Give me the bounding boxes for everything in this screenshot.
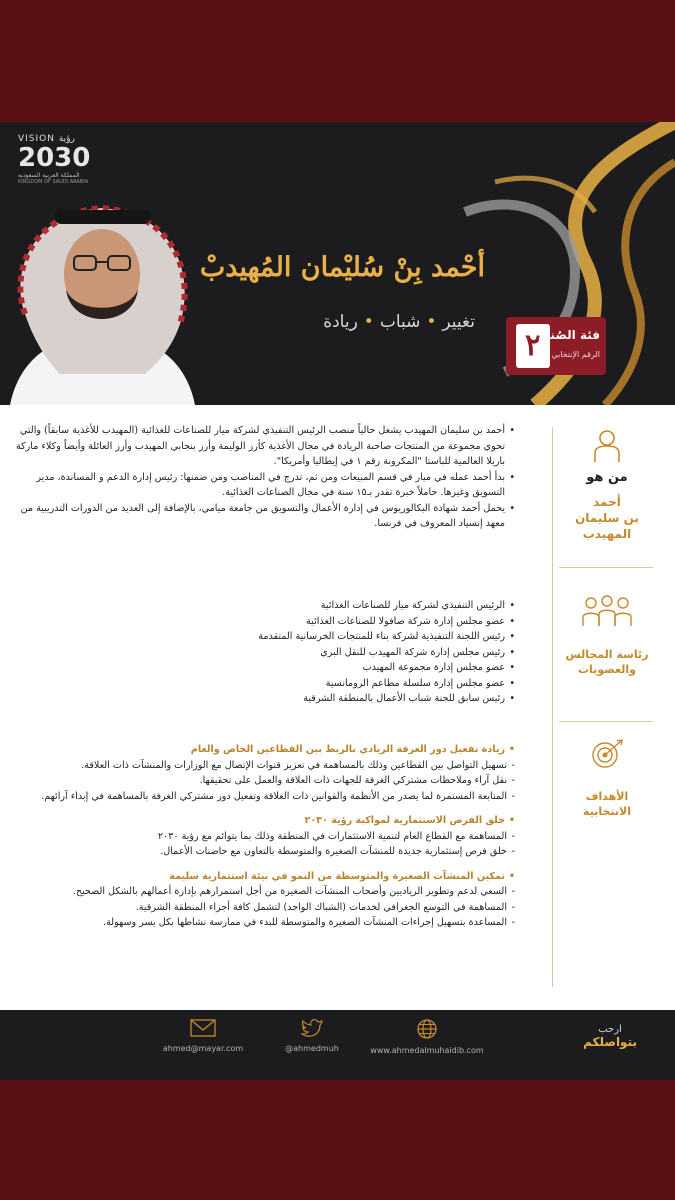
candidate-portrait [0, 194, 205, 405]
twitter-link[interactable] [272, 1018, 352, 1053]
board-membership-item: • رئيس سابق للجنة شباب الأعمال بالمنطقة الشرقية [15, 691, 515, 707]
vision-2030-logo [18, 134, 108, 185]
goal-group-title: • زيادة تفعيل دور الغرفة الريادي بالربط بين القطاعين الخاص والعام [15, 742, 515, 758]
sidebar-separator [559, 721, 653, 722]
footer-contact-bar [0, 1010, 675, 1080]
boards-section [15, 598, 515, 707]
who-heading: من هو [586, 470, 628, 485]
envelope-icon [190, 1018, 216, 1038]
goal-item: - نقل آراء وملاحظات مشتركي الغرفة للجهات ذات العلاقة والعمل على تحقيقها. [15, 773, 515, 789]
goal-item: - خلق فرص إستثمارية جديدة للمنشآت الصغيرة والمتوسطة بالتعاون مع حاضنات الأعمال. [15, 844, 515, 860]
globe-icon [416, 1018, 438, 1040]
sidebar-separator [559, 567, 653, 568]
who-name-line: أحمد [593, 495, 621, 509]
candidate-number: ٢ [516, 324, 550, 368]
sidebar-divider [552, 427, 553, 987]
welcome-message [583, 1024, 637, 1049]
board-membership-item: • رئيس مجلس إدارة شركة المهيدب للنقل البري [15, 645, 515, 661]
candidate-name: أحْمد بِنْ سُليْمان المُهيدبْ [199, 252, 485, 283]
vision-country-ar: المملكة العربية السعودية [18, 172, 80, 179]
email-text: ahmed@mayar.com [162, 1044, 244, 1053]
tagline-dot: • [426, 312, 437, 332]
tagline-dot: • [363, 312, 374, 332]
vision-label: VISION رؤية [18, 134, 75, 144]
group-icon [581, 595, 633, 627]
who-section [15, 423, 515, 532]
goal-item: - تسهيل التواصل بين القطاعين وذلك بالمساهمة في تعزيز قنوات الإتصال مع الوزارات والمنشآت ذات العلاقة. [15, 758, 515, 774]
boards-heading-line: رئاسة المجالس [565, 648, 649, 661]
bottom-frame-band [0, 1080, 675, 1200]
website-text: www.ahmedalmuhaidib.com [370, 1046, 484, 1055]
sidebar-goals [561, 739, 653, 819]
goal-item: - السعي لدعم وتطوير الرياديين وأصحاب المنشآت الصغيرة من أجل استمرارهم بإدارة أعمالهم بالشكل الصحيح. [15, 884, 515, 900]
twitter-icon [301, 1018, 323, 1038]
goals-section [15, 742, 515, 931]
who-bullet: • بدأ أحمد عمله في ميار في قسم المبيعات ومن ثم، تدرج في المناصب ومن ضمنها: رئيس إدارة الدعم و المساندة، مدير التسويق وغيرها. حاملاً خبرة تقدر بـ١٥ سنة في مجال الصناعات الغذائية. [15, 470, 515, 501]
goals-heading-line: الانتخابية [583, 805, 631, 818]
board-membership-item: • رئيس اللجنة التنفيذية لشركة بناء للمنتجات الخرسانية المتقدمة [15, 629, 515, 645]
who-bullet: • يحمل أحمد شهادة البكالوريوس في إدارة الأعمال والتسويق من جامعة ميامي، بالإضافة إلى العديد من الدورات التدريبية من معهد إنسياد المعروف في فرنسا. [15, 501, 515, 532]
twitter-text: @ahmedmuh [285, 1044, 339, 1053]
tagline-word-1: تغيير [442, 312, 475, 332]
goals-heading-line: الأهداف [585, 790, 629, 803]
who-name-line: بن سليمان [575, 511, 639, 525]
welcome-line-1: ارحب [598, 1024, 622, 1035]
goal-item: - المساهمة في التوسع الجغرافي لخدمات (الشباك الواحد) لتشمل كافة أجزاء المنطقة الشرقية. [15, 900, 515, 916]
category-badge [506, 317, 606, 375]
top-frame-band [0, 0, 675, 122]
tagline-word-3: ريادة [323, 312, 358, 332]
email-link[interactable] [160, 1018, 246, 1053]
who-bullet: • أحمد بن سليمان المهيدب يشغل حالياً منصب الرئيس التنفيذي لشركة ميار للصناعات للغذائية (المهيدب للأغذية سابقاً) والتي تحوي مجموعة من المنتجات صاحبة الريادة في مجال الأغذية كأرز الوليمة وأرز بنجابي المهيدب وأرز العائلة وأيضاً وكلاء ماركة باريلا العالمية للباستا "المكرونة رقم ١ في إيطاليا وأمريكا". [15, 423, 515, 470]
person-icon [592, 429, 622, 463]
board-membership-item: • الرئيس التنفيذي لشركة ميار للصناعات الغذائية [15, 598, 515, 614]
category-title: فئة الصُناع [537, 328, 600, 342]
vision-year: 2030 [18, 143, 91, 173]
goal-group-title: • خلق الفرص الاستثمارية لمواكبة رؤية ٢٠٣٠ [15, 813, 515, 829]
goal-item: - المساعدة بتسهيل إجراءات المنشآت الصغيرة والمتوسطة للبدء في ممارسة نشاطها بكل يسر وسهولة. [15, 915, 515, 931]
board-membership-item: • عضو مجلس إدارة سلسلة مطاعم الرومانسية [15, 676, 515, 692]
campaign-tagline [323, 312, 475, 332]
who-name-line: المهيدب [582, 527, 632, 541]
welcome-line-2: بتواصلكم [583, 1035, 637, 1049]
goal-item: - المتابعة المستمرة لما يصدر من الأنظمة والقوانين ذات العلاقة وتفعيل دور مشتركي الغرفة بالمساهمة في إبداء آرائهم. [15, 789, 515, 805]
boards-heading-line: والعضويات [578, 663, 636, 676]
content-panel [0, 405, 675, 1010]
board-membership-item: • عضو مجلس إدارة شركة صافولا للصناعات الغذائية [15, 614, 515, 630]
website-link[interactable] [352, 1018, 502, 1055]
sidebar-boards [561, 595, 653, 677]
board-membership-item: • عضو مجلس إدارة مجموعة المهيدب [15, 660, 515, 676]
target-icon [590, 739, 624, 769]
goal-item: - المساهمة مع القطاع العام لتنمية الاستثمارات في المنطقة وذلك بما يتوائم مع رؤية ٢٠٣٠ [15, 829, 515, 845]
sidebar-who [561, 429, 653, 542]
vision-country-en: KINGDOM OF SAUDI ARABIA [18, 179, 89, 185]
tagline-word-2: شباب [379, 312, 421, 332]
category-subtitle: الرقم الإنتخابي [551, 350, 600, 359]
goal-group-title: • تمكين المنشآت الصغيرة والمتوسطة من النمو في بيئة استثمارية سليمة [15, 869, 515, 885]
header-banner [0, 122, 675, 405]
